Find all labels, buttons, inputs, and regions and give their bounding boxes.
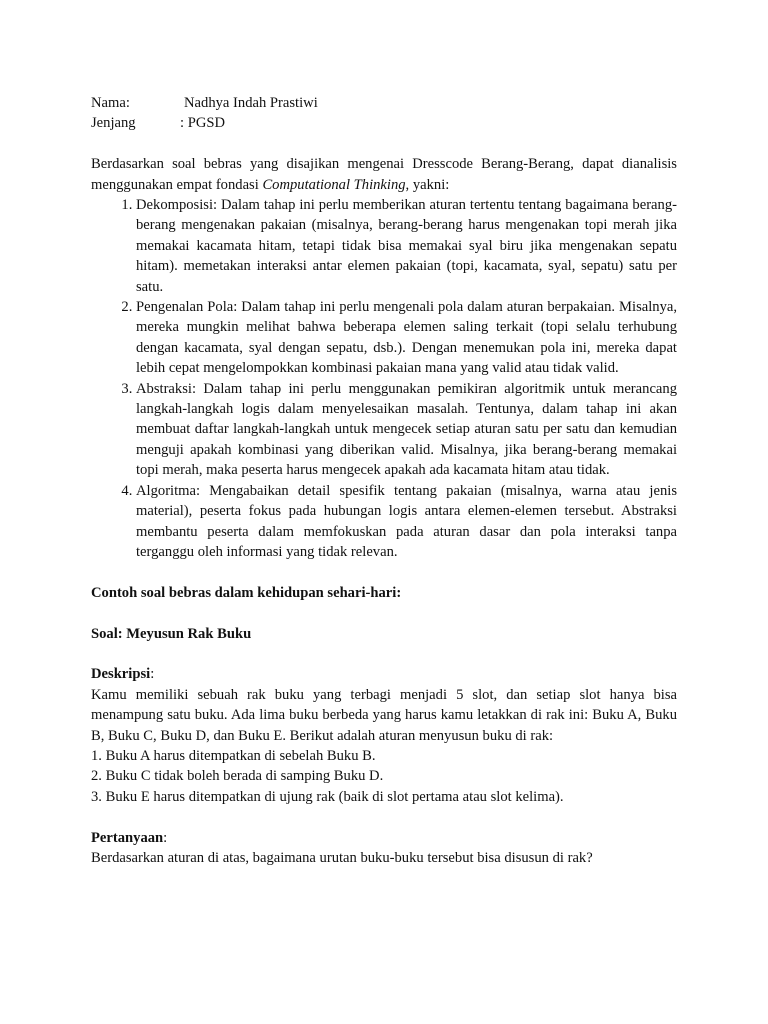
- intro-paragraph: [91, 154, 677, 195]
- document-body: [91, 93, 677, 868]
- spacer: [91, 807, 677, 827]
- name-row: [91, 93, 677, 113]
- description-label: Deskripsi: [91, 666, 151, 683]
- intro-text: Berdasarkan soal bebras yang disajikan mengenai Dresscode Berang-Berang, dapat dianalisis menggunakan empat fondasi: [91, 156, 677, 193]
- ct-step-algorithm: 4. Algoritma: Mengabaikan detail spesifik tentang pakaian (misalnya, warna atau jenis material), peserta fokus pada hubungan logis antara elemen-elemen tersebut. Abstraksi membantu peserta dalam memfokuskan pada aturan dasar dan pola interaksi tanpa terganggu oleh informasi yang tidak relevan.: [136, 481, 677, 563]
- spacer: [91, 644, 677, 664]
- description-heading: Deskripsi:: [91, 666, 155, 683]
- intro-italic-term: Computational Thinking: [262, 176, 406, 193]
- spacer: [91, 562, 677, 582]
- rule-3: 3. Buku E harus ditempatkan di ujung rak (baik di slot pertama atau slot kelima).: [91, 788, 564, 805]
- intro-text-end: , yakni:: [405, 176, 450, 193]
- example-heading: Contoh soal bebras dalam kehidupan sehari-hari:: [91, 584, 402, 601]
- ct-step-decomposition: 1. Dekomposisi: Dalam tahap ini perlu memberikan aturan tertentu tentang bagaimana berang-berang mengenakan pakaian (misalnya, berang-berang harus mengenakan topi merah jika memakai kacamata hitam, tetapi tidak bisa memakai syal biru jika mengenakan sepatu hitam). memetakan interaksi antar elemen pakaian (topi, kacamata, syal, sepatu) satu per satu.: [136, 195, 677, 297]
- question-text: Berdasarkan aturan di atas, bagaimana urutan buku-buku tersebut bisa disusun di rak?: [91, 849, 593, 866]
- rule-2: 2. Buku C tidak boleh berada di samping Buku D.: [91, 768, 384, 785]
- ct-steps-list: [91, 195, 677, 562]
- name-value: Nadhya Indah Prastiwi: [184, 95, 318, 111]
- ct-step-abstraction: 3. Abstraksi: Dalam tahap ini perlu menggunakan pemikiran algoritmik untuk merancang langkah-langkah logis dalam menyelesaikan masalah. Tentunya, dalam tahap ini akan membuat daftar langkah-langkah untuk mengecek setiap aturan satu per satu dan kemudian menguji apakah kombinasi yang diberikan valid. Misalnya, jika berang-berang memakai topi merah, maka peserta harus mengecek apakah ada kacamata hitam atau tidak.: [136, 379, 677, 481]
- spacer: [91, 134, 677, 154]
- ct-step-pattern-recognition: 2. Pengenalan Pola: Dalam tahap ini perlu mengenali pola dalam aturan berpakaian. Misalnya, mereka mungkin melihat bahwa beberapa elemen saling terkait (topi selalu terhubung dengan kacamata, syal dengan sepatu, dsb.). Dengan menemukan pola ini, mereka dapat lebih cepat mengelompokkan kombinasi pakaian mana yang valid atau tidak valid.: [136, 297, 677, 379]
- level-value: : PGSD: [180, 115, 226, 132]
- question-label: Pertanyaan: [91, 829, 164, 846]
- name-label: Nama:: [91, 95, 130, 111]
- level-label: Jenjang: [91, 115, 136, 132]
- spacer: [91, 603, 677, 623]
- description-text: Kamu memiliki sebuah rak buku yang terbagi menjadi 5 slot, dan setiap slot hanya bisa menampung satu buku. Ada lima buku berbeda yang harus kamu letakkan di rak ini: Buku A, Buku B, Buku C, Buku D, dan Buku E. Berikut adalah aturan menyusun buku di rak:: [91, 686, 677, 744]
- question-heading: Pertanyaan:: [91, 829, 168, 846]
- problem-title: Soal: Meyusun Rak Buku: [91, 625, 252, 642]
- rule-1: 1. Buku A harus ditempatkan di sebelah Buku B.: [91, 747, 376, 764]
- level-row: [91, 113, 677, 133]
